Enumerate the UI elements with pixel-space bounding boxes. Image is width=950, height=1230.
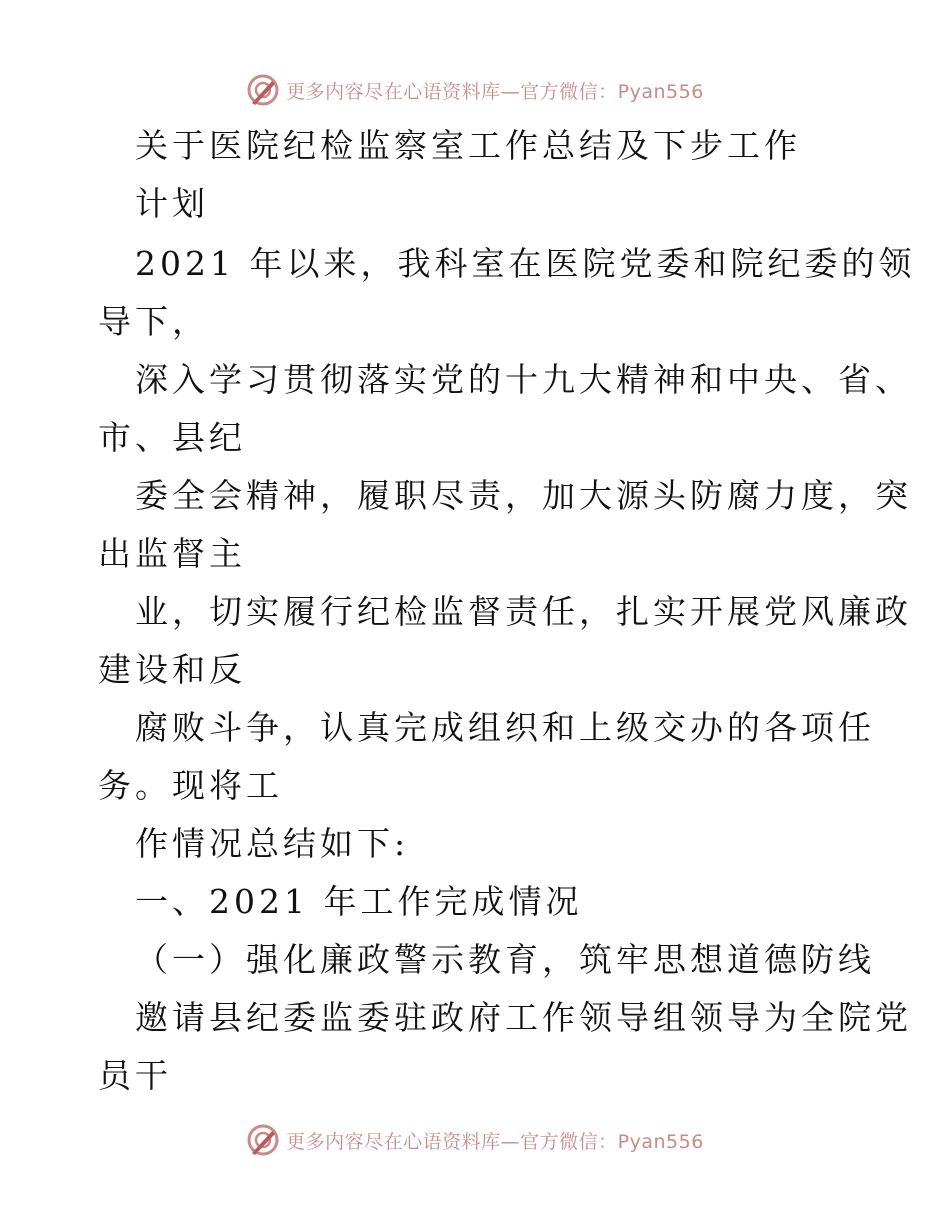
subsection-heading: （一）强化廉政警示教育，筑牢思想道德防线 (135, 940, 875, 979)
body-line: 市、县纪 (98, 418, 246, 457)
pen-logo-icon (246, 73, 280, 107)
body-line: 邀请县纪委监委驻政府工作领导组领导为全院党 (135, 998, 912, 1037)
body-line: 员干 (98, 1056, 172, 1095)
body-line: 导下， (98, 302, 209, 341)
watermark-text: 更多内容尽在心语资料库—官方微信：Pyan556 (286, 1130, 704, 1153)
body-line: 深入学习贯彻落实党的十九大精神和中央、省、 (135, 360, 912, 399)
body-line: 腐败斗争，认真完成组织和上级交办的各项任 (135, 708, 875, 747)
body-line: 出监督主 (98, 534, 246, 573)
body-line: 务。现将工 (98, 766, 283, 805)
body-line: 2021 年以来，我科室在医院党委和院纪委的领 (135, 244, 916, 283)
document-title-line-1: 关于医院纪检监察室工作总结及下步工作 (135, 126, 801, 165)
body-line: 建设和反 (98, 650, 246, 689)
body-line: 作情况总结如下: (135, 824, 410, 863)
watermark-footer (0, 1120, 950, 1160)
watermark-text: 更多内容尽在心语资料库—官方微信：Pyan556 (286, 80, 704, 103)
body-line: 委全会精神，履职尽责，加大源头防腐力度，突 (135, 476, 912, 515)
section-heading: 一、2021 年工作完成情况 (135, 882, 583, 921)
pen-logo-icon (246, 1123, 280, 1157)
body-line: 业，切实履行纪检监督责任，扎实开展党风廉政 (135, 592, 912, 631)
document-title-line-2: 计划 (135, 184, 209, 223)
watermark-header (0, 70, 950, 110)
